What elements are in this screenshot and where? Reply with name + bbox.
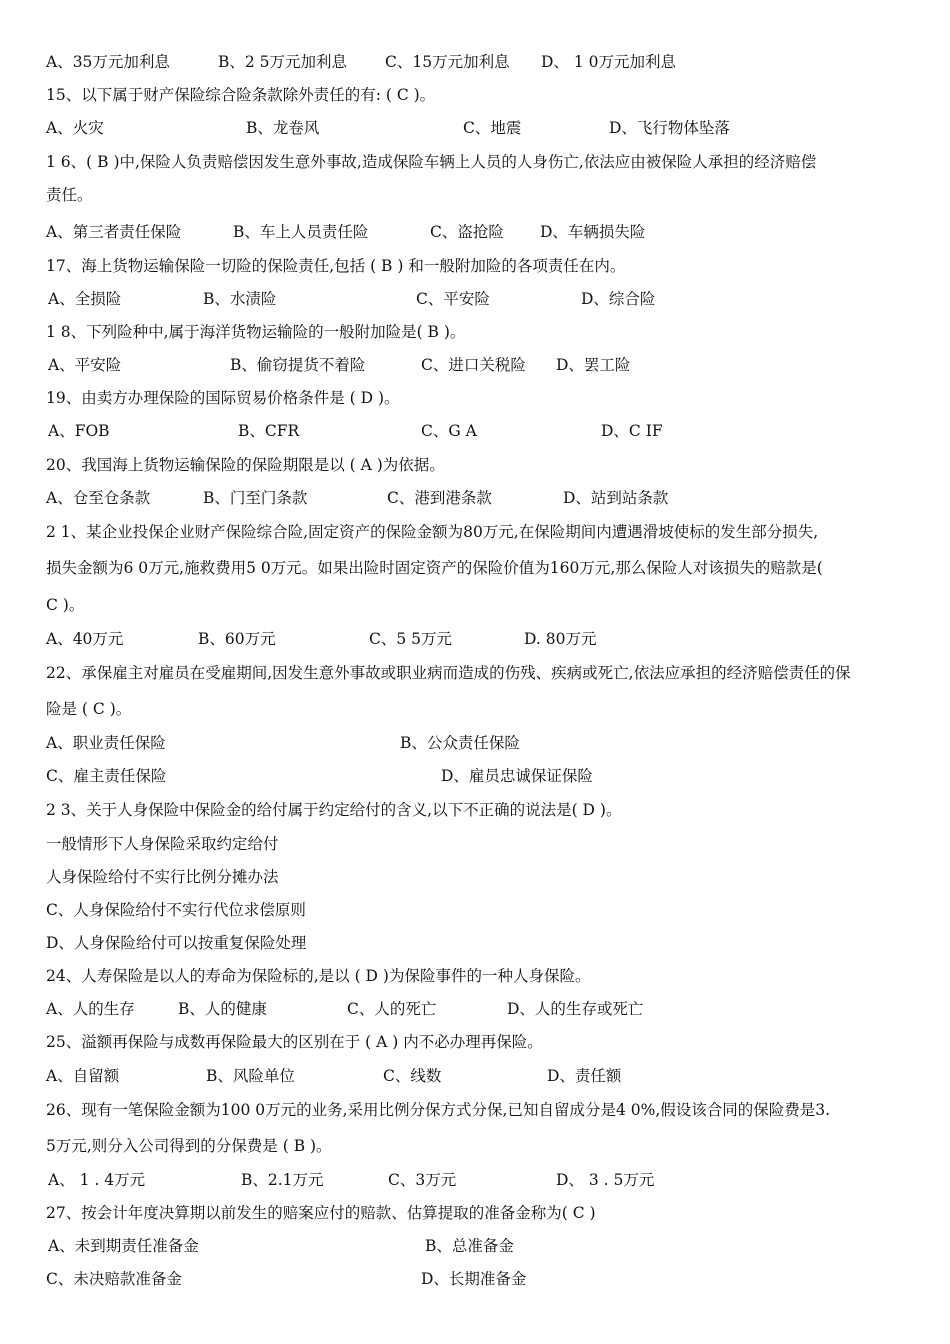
answer-option: A、第三者责任保险 — [46, 223, 182, 241]
answer-option: A、火灾 — [46, 119, 104, 137]
answer-option: D、人的生存或死亡 — [507, 1000, 644, 1018]
answer-option: D、车辆损失险 — [540, 223, 646, 241]
text-line: C )。 — [46, 596, 85, 614]
answer-option: B、60万元 — [198, 630, 276, 648]
text-line: 24、人寿保险是以人的寿命为保险标的,是以 ( D )为保险事件的一种人身保险。 — [46, 967, 591, 985]
answer-option: D、 1 0万元加利息 — [541, 53, 677, 71]
answer-option: A、40万元 — [46, 630, 124, 648]
text-line: 1 6、( B )中,保险人负责赔偿因发生意外事故,造成保险车辆上人员的人身伤亡,依法应由被保险人承担的经济赔偿 — [46, 153, 817, 171]
answer-option: C、G A — [421, 422, 477, 440]
answer-option: A、 1 . 4万元 — [48, 1171, 146, 1189]
answer-option: D、综合险 — [581, 290, 656, 308]
text-line: 责任。 — [46, 186, 93, 204]
text-line: C、人身保险给付不实行代位求偿原则 — [46, 901, 306, 919]
answer-option: B、2.1万元 — [241, 1171, 324, 1189]
answer-option: C、未决赔款准备金 — [46, 1270, 182, 1288]
answer-option: A、自留额 — [46, 1067, 120, 1085]
answer-option: D、雇员忠诚保证保险 — [441, 767, 593, 785]
answer-option: B、车上人员责任险 — [233, 223, 369, 241]
answer-option: D、站到站条款 — [563, 489, 669, 507]
answer-option: D、责任额 — [547, 1067, 622, 1085]
text-line: 2 3、关于人身保险中保险金的给付属于约定给付的含义,以下不正确的说法是( D )。 — [46, 801, 622, 819]
answer-option: B、偷窃提货不着险 — [230, 356, 366, 374]
answer-option: D、长期准备金 — [421, 1270, 527, 1288]
answer-option: B、龙卷风 — [246, 119, 320, 137]
text-line: 人身保险给付不实行比例分摊办法 — [46, 868, 279, 886]
text-line: 25、溢额再保险与成数再保险最大的区别在于 ( A ) 内不必办理再保险。 — [46, 1033, 543, 1051]
text-line: 1 8、下列险种中,属于海洋货物运输险的一般附加险是( B )。 — [46, 323, 466, 341]
answer-option: C、人的死亡 — [347, 1000, 437, 1018]
answer-option: C、平安险 — [416, 290, 490, 308]
answer-option: C、线数 — [383, 1067, 442, 1085]
text-line: 19、由卖方办理保险的国际贸易价格条件是 ( D )。 — [46, 389, 400, 407]
text-line: 5万元,则分入公司得到的分保费是 ( B )。 — [46, 1137, 332, 1155]
text-line: 17、海上货物运输保险一切险的保险责任,包括 ( B ) 和一般附加险的各项责任在内。 — [46, 257, 626, 275]
answer-option: C、进口关税险 — [421, 356, 526, 374]
text-line: 一般情形下人身保险采取约定给付 — [46, 835, 279, 853]
answer-option: B、总准备金 — [425, 1237, 514, 1255]
answer-option: A、平安险 — [48, 356, 122, 374]
answer-option: D、罢工险 — [556, 356, 631, 374]
text-line: 损失金额为6 0万元,施救费用5 0万元。如果出险时固定资产的保险价值为160万元,那么保险人对该损失的赔款是( — [46, 559, 823, 577]
answer-option: B、CFR — [238, 422, 300, 440]
answer-option: D、飞行物体坠落 — [609, 119, 730, 137]
answer-option: D、 3 . 5万元 — [556, 1171, 655, 1189]
answer-option: D. 80万元 — [524, 630, 597, 648]
text-line: 27、按会计年度决算期以前发生的赔案应付的赔款、估算提取的准备金称为( C ) — [46, 1204, 596, 1222]
answer-option: A、仓至仓条款 — [46, 489, 151, 507]
answer-option: C、港到港条款 — [387, 489, 492, 507]
answer-option: A、职业责任保险 — [46, 734, 166, 752]
answer-option: C、雇主责任保险 — [46, 767, 167, 785]
answer-option: B、公众责任保险 — [400, 734, 520, 752]
text-line: 2 1、某企业投保企业财产保险综合险,固定资产的保险金额为80万元,在保险期间内遭遇滑坡使标的发生部分损失, — [46, 523, 819, 541]
text-line: D、人身保险给付可以按重复保险处理 — [46, 934, 307, 952]
answer-option: A、人的生存 — [46, 1000, 135, 1018]
answer-option: C、盗抢险 — [430, 223, 504, 241]
answer-option: C、3万元 — [388, 1171, 457, 1189]
answer-option: A、FOB — [48, 422, 110, 440]
answer-option: C、5 5万元 — [369, 630, 453, 648]
answer-option: C、15万元加利息 — [385, 53, 510, 71]
text-line: 20、我国海上货物运输保险的保险期限是以 ( A )为依据。 — [46, 456, 445, 474]
text-line: 26、现有一笔保险金额为100 0万元的业务,采用比例分保方式分保,已知自留成分是4 0%,假设该合同的保险费是3. — [46, 1101, 831, 1119]
answer-option: A、全损险 — [48, 290, 122, 308]
answer-option: B、2 5万元加利息 — [218, 53, 348, 71]
answer-option: A、未到期责任准备金 — [48, 1237, 199, 1255]
answer-option: B、风险单位 — [206, 1067, 295, 1085]
text-line: 22、承保雇主对雇员在受雇期间,因发生意外事故或职业病而造成的伤残、疾病或死亡,依法应承担的经济赔偿责任的保 — [46, 664, 851, 682]
answer-option: C、地震 — [463, 119, 522, 137]
answer-option: B、人的健康 — [178, 1000, 267, 1018]
answer-option: B、水渍险 — [203, 290, 277, 308]
answer-option: A、35万元加利息 — [46, 53, 170, 71]
answer-option: B、门至门条款 — [203, 489, 308, 507]
answer-option: D、C IF — [601, 422, 663, 440]
text-line: 15、以下属于财产保险综合险条款除外责任的有: ( C )。 — [46, 86, 436, 104]
text-line: 险是 ( C )。 — [46, 700, 132, 718]
